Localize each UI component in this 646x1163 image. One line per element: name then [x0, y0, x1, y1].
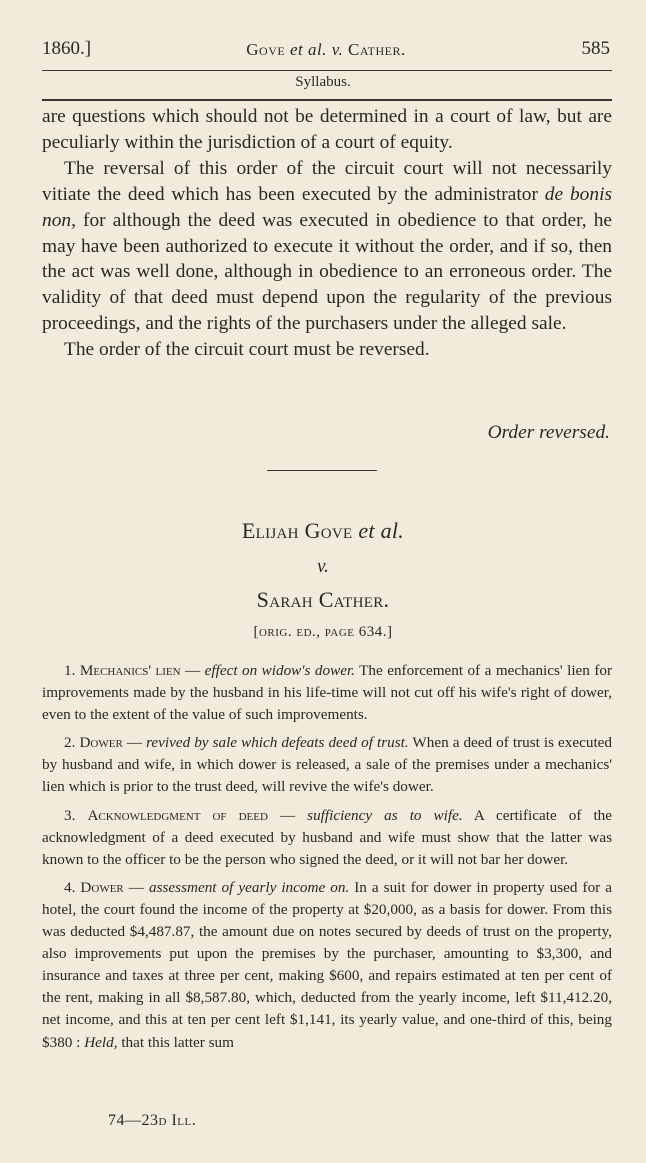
headnote-4 [42, 877, 612, 1054]
de-bonis-non: de bonis non, [42, 183, 613, 231]
headnotes [42, 660, 612, 1060]
headnote-topic: revived by sale which defeats deed of trust. [146, 734, 409, 752]
headnote-number: 1. [64, 662, 76, 679]
headnote-dash: — [123, 878, 150, 896]
headnote-number: 3. [64, 806, 76, 824]
running-header [42, 38, 610, 64]
headnote-text: A certificate of the acknowledgment of a deed executed by husband and wife must show that the latter was known to the officer to be the person who signed the deed, or it will not bar her dower. [42, 806, 612, 868]
headnote-number: 4. [64, 878, 76, 896]
headnote-dash: — [180, 662, 205, 679]
headnote-text-end: that this latter sum [117, 1033, 234, 1051]
versus: v. [317, 556, 329, 577]
headnote-key: Dower [80, 878, 124, 896]
headnote-held: Held, [84, 1033, 118, 1051]
opinion-paragraph-1: are questions which should not be determined in a court of law, but are peculiarly within the jurisdiction of a court of equity. [42, 106, 612, 153]
headnote-2 [42, 732, 612, 798]
original-edition-ref: [orig. ed., page 634.] [253, 624, 393, 640]
header-case-title [42, 40, 610, 60]
headnote-topic: effect on widow's dower. [204, 662, 355, 679]
disposition: Order reversed. [487, 422, 610, 443]
page-number: 585 [581, 38, 610, 59]
header-rule [42, 70, 612, 71]
headnote-text: The enforcement of a mechanics' lien for improvements made by the husband in his life-time will not cut off his wife's right of dower, even to the extent of the value of such improvements. [42, 662, 613, 724]
section-separator [267, 470, 377, 471]
opinion-paragraph-2 [42, 156, 612, 337]
headnote-key: Dower [79, 734, 123, 752]
opinion-paragraph-3: The order of the circuit court must be reversed. [64, 339, 430, 361]
headnote-1 [42, 660, 612, 726]
appellant: Elijah Gove [241, 518, 353, 543]
headnote-key: Mechanics' lien [79, 662, 181, 679]
opinion-p2-start: The reversal of this order of the circuit court will not necessarily vitiate the deed which has been executed by the administrator [42, 157, 612, 205]
signature-mark: 74—23d Ill. [108, 1112, 197, 1129]
header-et-al: et al. v. [289, 40, 344, 59]
headnote-3 [42, 805, 612, 871]
headnote-number: 2. [64, 734, 76, 752]
header-party-b: Cather. [347, 40, 406, 59]
opinion-p2-end: for although the deed was executed in obedience to that order, he may have been authorized to execute it without the order, and if so, then the act was well done, although in obedience to an erroneous order. The validity of that deed must depend upon the regularity of the previous proceedings, and the rights of the purchasers under the alleged sale. [42, 209, 612, 335]
header-party-a: Gove [246, 40, 286, 59]
headnote-dash: — [122, 734, 147, 752]
headnote-topic: assessment of yearly income on. [149, 878, 350, 896]
syllabus-rule [42, 99, 612, 101]
headnote-dash: — [267, 806, 308, 824]
headnote-text: In a suit for dower in property used for a hotel, the court found the income of the property at $20,000, as a basis for dower. From this was deducted $4,487.87, the amount due on notes secured by deeds of trust on the property, also improvements put upon the premises by the purchaser, amounting to $3,300, and insurance and taxes at three per cent, making $600, and repairs estimated at ten per cent of the rent, making in all $8,587.80, which, deducted from the yearly income, left $11,412.20, net income, and this at ten per cent left $1,141, its yearly value, and one-third of this, being $380 : [42, 878, 612, 1051]
headnote-topic: sufficiency as to wife. [307, 806, 463, 824]
opinion-text [42, 104, 612, 363]
header-year: 1860.] [42, 38, 92, 59]
headnote-key: Acknowledgment of deed [87, 806, 268, 824]
appellant-name [0, 518, 646, 544]
syllabus-heading: Syllabus. [295, 74, 351, 90]
appellant-et-al: et al. [358, 518, 405, 543]
headnote-text: When a deed of trust is executed by husband and wife, in which dower is released, a sale of the premises under a mechanics' lien which is prior to the trust deed, will revive the wife's dower. [42, 734, 613, 796]
appellee-name: Sarah Cather. [256, 587, 390, 612]
